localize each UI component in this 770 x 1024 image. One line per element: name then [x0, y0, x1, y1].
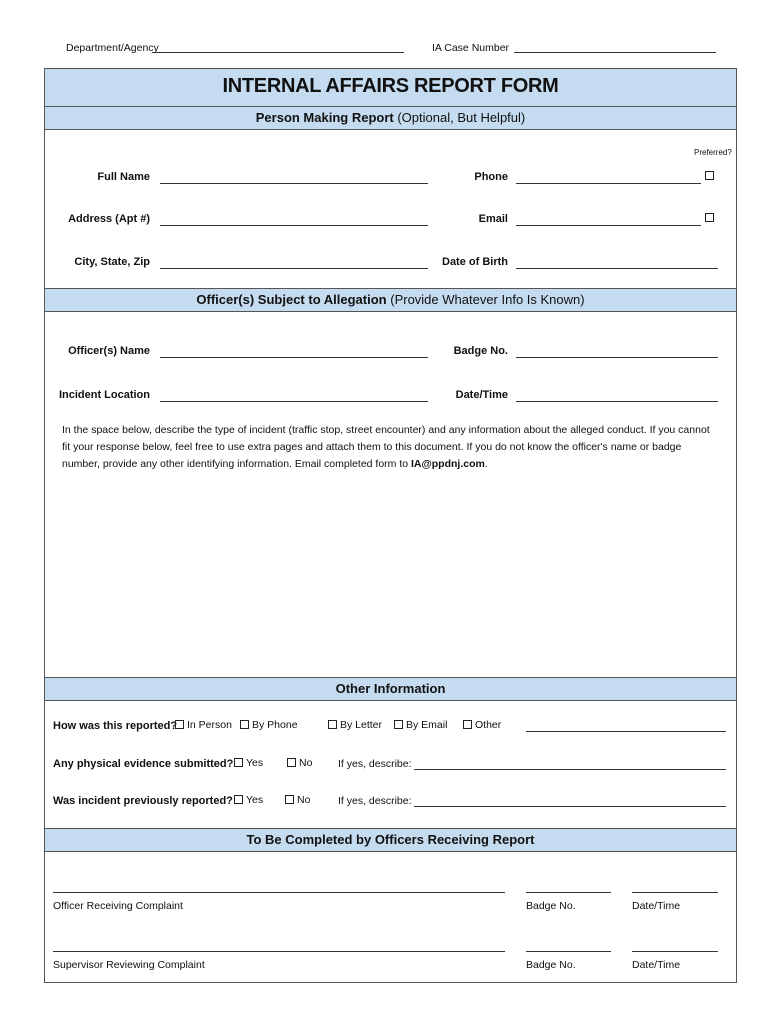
prior-describe-field[interactable] [414, 806, 726, 807]
opt-in-person[interactable] [175, 719, 232, 731]
case-number-field[interactable] [514, 52, 716, 53]
prior-report-label: Was incident previously reported? [53, 795, 233, 807]
address-field[interactable] [160, 225, 428, 226]
other-field[interactable] [526, 731, 726, 732]
full-name-label: Full Name [97, 171, 150, 183]
dob-label: Date of Birth [442, 256, 508, 268]
evidence-yes-label: Yes [246, 757, 264, 769]
prior-no-label: No [297, 794, 311, 806]
officer-receiving-label: Officer Receiving Complaint [53, 900, 183, 912]
instructions-end: . [484, 458, 488, 470]
instructions-line-2: fit your response below, feel free to use extra pages and attach them to this document. If you do not know the officer's name or badge [62, 441, 682, 453]
phone-preferred-checkbox[interactable] [705, 171, 714, 180]
description-area[interactable] [50, 472, 730, 674]
email-label: Email [478, 213, 508, 225]
department-label: Department/Agency [66, 42, 159, 54]
email-preferred-checkbox[interactable] [705, 213, 714, 222]
form-title: INTERNAL AFFAIRS REPORT FORM [45, 68, 736, 107]
evidence-no[interactable] [287, 757, 312, 769]
section-person-title: Person Making Report [255, 110, 394, 125]
section-officers-header: To Be Completed by Officers Receiving Report [45, 828, 736, 852]
by-email-label: By Email [406, 719, 448, 731]
case-number-label: IA Case Number [432, 42, 510, 54]
section-officer-note: (Provide Whatever Info Is Known) [390, 292, 585, 307]
full-name-field[interactable] [160, 183, 428, 184]
preferred-label: Preferred? [694, 148, 732, 157]
instructions-line-3-text: number, provide any other identifying information. Email completed form to [62, 458, 412, 470]
officer-datetime-label: Date/Time [632, 900, 681, 912]
incident-location-label: Incident Location [58, 389, 150, 401]
email-address-link[interactable]: IA@ppdnj.com [411, 458, 485, 470]
by-email-checkbox[interactable] [394, 720, 403, 729]
officer-name-label: Officer(s) Name [68, 345, 150, 357]
other-checkbox[interactable] [463, 720, 472, 729]
email-field[interactable] [516, 225, 701, 226]
evidence-describe-field[interactable] [414, 769, 726, 770]
badge-field[interactable] [516, 357, 718, 358]
supervisor-datetime-field[interactable] [632, 951, 718, 952]
supervisor-badge-label: Badge No. [526, 959, 576, 971]
phone-label: Phone [474, 171, 508, 183]
by-phone-label: By Phone [252, 719, 298, 731]
datetime-label: Date/Time [455, 389, 508, 401]
prior-yes-label: Yes [246, 794, 264, 806]
officer-badge-field[interactable] [526, 892, 611, 893]
in-person-checkbox[interactable] [175, 720, 184, 729]
city-field[interactable] [160, 268, 428, 269]
opt-by-letter[interactable] [328, 719, 382, 731]
dob-field[interactable] [516, 268, 718, 269]
by-letter-checkbox[interactable] [328, 720, 337, 729]
officer-name-field[interactable] [160, 357, 428, 358]
city-label: City, State, Zip [74, 256, 150, 268]
officer-receiving-field[interactable] [53, 892, 505, 893]
evidence-describe-label: If yes, describe: [338, 758, 412, 770]
officer-badge-label: Badge No. [526, 900, 576, 912]
department-field[interactable] [152, 52, 404, 53]
supervisor-field[interactable] [53, 951, 505, 952]
opt-other[interactable] [463, 719, 501, 731]
evidence-no-label: No [299, 757, 313, 769]
phone-field[interactable] [516, 183, 701, 184]
badge-label: Badge No. [453, 345, 508, 357]
other-label: Other [475, 719, 502, 731]
prior-yes[interactable] [234, 794, 263, 806]
supervisor-label: Supervisor Reviewing Complaint [53, 959, 205, 971]
supervisor-badge-field[interactable] [526, 951, 611, 952]
prior-no-checkbox[interactable] [285, 795, 294, 804]
opt-by-email[interactable] [394, 719, 447, 731]
section-person-header [45, 106, 736, 130]
section-officer-header [45, 288, 736, 312]
prior-describe-label: If yes, describe: [338, 795, 412, 807]
address-label: Address (Apt #) [68, 213, 150, 225]
by-phone-checkbox[interactable] [240, 720, 249, 729]
instructions-line-1: In the space below, describe the type of incident (traffic stop, street encounter) and any information about the alleged conduct. If you cannot [62, 424, 710, 436]
supervisor-datetime-label: Date/Time [632, 959, 681, 971]
datetime-field[interactable] [516, 401, 718, 402]
officer-datetime-field[interactable] [632, 892, 718, 893]
evidence-yes[interactable] [234, 757, 263, 769]
incident-location-field[interactable] [160, 401, 428, 402]
evidence-label: Any physical evidence submitted? [53, 758, 234, 770]
evidence-no-checkbox[interactable] [287, 758, 296, 767]
section-person-note: (Optional, But Helpful) [397, 110, 526, 125]
section-other-header: Other Information [45, 677, 736, 701]
in-person-label: In Person [187, 719, 232, 731]
by-letter-label: By Letter [340, 719, 383, 731]
instructions-line-3 [62, 456, 722, 473]
prior-no[interactable] [285, 794, 310, 806]
opt-by-phone[interactable] [240, 719, 298, 731]
evidence-yes-checkbox[interactable] [234, 758, 243, 767]
prior-yes-checkbox[interactable] [234, 795, 243, 804]
section-officer-title: Officer(s) Subject to Allegation [196, 292, 387, 307]
how-reported-label: How was this reported? [53, 720, 178, 732]
instructions [62, 422, 722, 473]
